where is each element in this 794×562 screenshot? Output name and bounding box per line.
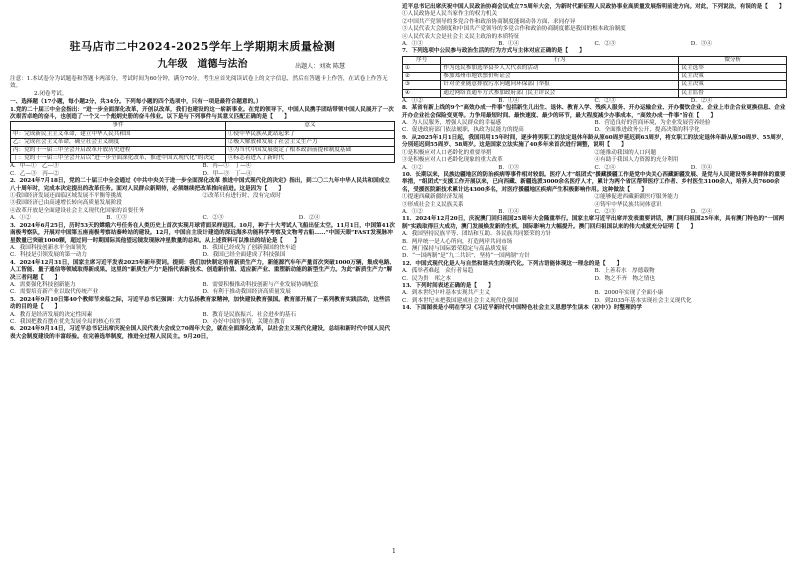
question-9 (402, 135, 787, 172)
option-a[interactable]: A．我国科技创新水平全面领先 (10, 244, 87, 251)
statement-4: ④改革开放是全面建设社会主义现代化国家的首要任务 (10, 207, 145, 214)
table-cell: 民主监督 (679, 89, 787, 97)
table-row (11, 130, 395, 138)
q13-stem: 13．下列时间表述正确的是【 】 (402, 283, 494, 290)
question-5 (10, 297, 395, 327)
table-cell: 针对企业随意排放污水问题向环保部门举报 (441, 81, 679, 89)
q12-stem: 12．中国式现代化是人与自然和谐共生的现代化。下列古语能体现这一理念的是【 】 (402, 260, 623, 267)
option-d[interactable]: D．甲—③ 丁—④ (202, 170, 252, 177)
table-head-cell: 序号 (403, 56, 441, 64)
option-a[interactable]: A．①② (10, 215, 31, 222)
option-d[interactable]: D．②④ (298, 215, 321, 222)
option-d[interactable]: D．我国已经全面建成了科技强国 (202, 252, 286, 259)
option-b[interactable]: B．①③ (498, 164, 520, 171)
table-head-row (11, 122, 395, 130)
table-cell: 参加郑州市地铁票价听证会 (441, 73, 679, 81)
subject-title: 九年级 道德与法治 (157, 59, 248, 70)
table-cell: 甲：完成新民主主义革命，建立中华人民共和国 (11, 130, 226, 138)
option-c[interactable]: C．②③ (202, 215, 224, 222)
q7-stem: 7．下列选项中公民参与政治生活的行为方式与主体对应正确的是【 】 (402, 48, 585, 55)
q10-items-2 (402, 202, 787, 209)
statement-4: ④人民代表大会是社会主义民主政治的本质特征 (402, 33, 520, 40)
option-b[interactable]: B．两岸统一是人心所向，打造两岸共同市场 (402, 238, 513, 245)
q6-stem-left: 6．2024年9月14日，习近平总书记出席庆祝全国人民代表大会成立70周年大会，就在全面深化改革，以社会主义现代化建设，总结和新时代中国人民代表大会制度建设的丰富经验。在完善选举制度，推进全过程人民民主。9月20日， (10, 326, 391, 340)
note-2: 2.闭卷考试。 (34, 90, 68, 97)
option-c[interactable]: C．澳门保持与国际繁荣稳定与高品质发展 (402, 245, 507, 252)
note-1: 注意：1.本试卷分为试题卷和答题卡两部分，考试时间为60分钟，满分70分。考生应首先阅读试卷上的文字信息，然后在答题卡上作答，在试卷上作答无效。 (10, 76, 388, 90)
table-row (403, 81, 787, 89)
q9-items-1 (402, 150, 787, 157)
table-row (403, 89, 787, 97)
table-row (11, 155, 395, 163)
q1-options (10, 163, 395, 170)
statement-1: ①我国经济发展还面临区域发展不平衡等挑战 (10, 193, 122, 200)
statement-2: ②改革只有进行时，没有完成时 (202, 193, 281, 200)
option-a[interactable]: A．到本世纪中叶基本实现共产主义 (402, 290, 490, 297)
q10-stem: 10．长期以来，民族边疆地区的防治疾病等事件相对较弱。医疗人才“组团式”援藏援疆工作是党中央关心西藏新疆发展、是党与人民建设等多种群体的重要举措，“组团式”支援工作开展以来，已向西藏、新疆选派3000余名医疗人才，累计为两个省区帮带医疗工作者、乡村医生3100余人，培养人员7600余名，受援医院新技术累计达4300多名，对医疗援疆地区疾病产生积极影响作用。这种做法【 】 (402, 171, 786, 193)
option-b[interactable]: B．①④ (498, 41, 520, 48)
option-c[interactable]: C．②③ (594, 41, 616, 48)
statement-3: ③我国经济已由高速增长转向高质量发展阶段 (10, 200, 122, 207)
q9-stem: 9．从2025年1月1日起，我国用用15年时间，逐步将男职工的法定退休年龄从原60周岁延迟到63周岁，将女职工的法定退休年龄从原50周岁、55周岁，分别延迟到55周岁、58周岁。这是国家立法实施了40多年来首次进行调整，说明【 】 (402, 134, 788, 149)
option-a[interactable]: A．教育是经济发展的决定性因素 (10, 311, 93, 318)
question-8 (402, 105, 787, 135)
option-d[interactable]: D．③④ (690, 164, 713, 171)
option-a[interactable]: A．为人民服务，增强人民群众的幸福感 (402, 120, 502, 127)
q8-options-2 (402, 127, 787, 134)
table-row (403, 73, 787, 81)
option-d[interactable]: D．②④ (690, 97, 713, 104)
author-line: 出题人：刘欢 陈慧 (295, 63, 345, 70)
option-c[interactable]: C．到本世纪末把我国建成社会主义现代化强国 (402, 297, 519, 304)
statement-1: ①是积极应对人口老龄化的重要举措 (402, 149, 492, 156)
q1-table (10, 121, 395, 163)
q11-stem: 11．2024年12月20日，庆祝澳门回归祖国25周年大会隆重举行。国家主席习近平出席并发表重要讲话，澳门回归祖国25年来，具有澳门特色的“一国两制”实践取得巨大成功，澳门发展焕发新的生机，国际影响力大幅提升。澳门回归祖国以来的伟大成就充分证明【 】 (402, 216, 785, 230)
option-a[interactable]: A．需要强化科技创新能力 (10, 281, 76, 288)
exam-title: 驻马店市二中2024-2025学年上学期期末质量检测 (69, 40, 336, 53)
question-2 (10, 178, 395, 222)
table-cell: ①使中华民族从此站起来了 (226, 130, 395, 138)
option-b[interactable]: B．①④ (498, 208, 520, 215)
option-a[interactable]: A．①③ (402, 41, 423, 48)
option-b[interactable]: B．①③ (106, 215, 128, 222)
q10-items-1 (402, 194, 787, 201)
table-cell: 民主决策 (679, 81, 787, 89)
table-cell: 丁：党的十一届三中全会开启以“进一步全面深化改革，推进中国式现代化”的决定 (11, 155, 226, 163)
table-cell: ② (403, 73, 441, 81)
option-a[interactable]: A．①② (402, 164, 423, 171)
option-d[interactable]: D．全面推进政务公开，提高决策的科学化 (594, 127, 700, 134)
statement-3: ③是积极应对人口老龄化现象的重大改革 (402, 157, 503, 164)
option-b[interactable]: B．上善若水 厚德载物 (594, 268, 655, 275)
q1-stem: 1.党的二十届三中全会指出：“进一步全面深化改革，开创以改革，我们也建设的这一崭新事业。在党的领导下，中国人民携手团结带领中国人民展开了一次次艰苦卓绝的奋斗，也创造了一个又一个彪炳史册的奋斗伟业。以下是与下列事件与其意义匹配正确的是【 】 (10, 106, 394, 121)
question-7 (402, 48, 787, 105)
option-c[interactable]: C．②③ (594, 97, 616, 104)
table-cell: ④ (403, 89, 441, 97)
option-d[interactable]: D．物之不齐 物之情也 (594, 275, 655, 282)
option-c[interactable]: C．②④ (594, 164, 616, 171)
q2-stem: 2．2024年7月18日，党的二十届三中全会通过《中共中央关于进一步全面深化改革 推进中国式现代化的决定》指出，到二〇二九年中华人民共和国成立八十周年时，完成本决定提出的改革任务。面对人民群众新期待，必须继续把改革推向前进。这是因为【 】 (10, 178, 390, 192)
option-c[interactable]: C．②③ (594, 208, 616, 215)
q2-options (10, 215, 395, 222)
right-column (402, 4, 787, 313)
question-13 (402, 283, 787, 305)
option-b[interactable]: B．营造良好的营商环境，为企业发展营养经验 (594, 120, 711, 127)
option-c[interactable]: C．需要培育新产业以取代传统产业 (10, 289, 99, 296)
left-column (10, 40, 395, 341)
q6-stem-right: 近平总书记出席庆祝中国人民政治协商会议成立75周年大会，为新时代新征程人民政协事业高质量发展指明前进方向。对此，下列说法，有误的是【 】 (402, 4, 785, 10)
q5-options-1 (10, 312, 395, 319)
table-row (11, 147, 395, 155)
table-cell: 民主选举 (679, 65, 787, 73)
question-11 (402, 216, 787, 260)
statement-1: ①提速西藏新疆经济发展 (402, 194, 464, 201)
notes-block (10, 76, 395, 98)
option-c[interactable]: C．乙—③ 丙—② (10, 170, 60, 177)
q9-options (402, 165, 787, 172)
table-cell: 通过网络直通车方式参加政府部门民主评议会 (441, 89, 679, 97)
q9-items-2 (402, 157, 787, 164)
option-c[interactable]: C．科技是引领发展的第一动力 (10, 252, 87, 259)
option-a[interactable]: A．①② (402, 208, 423, 215)
table-cell: ③为当代中国发展奠定了根本政治前提和制度基础 (226, 147, 395, 155)
statement-4: ④铸牢中华民族共同体意识 (594, 201, 662, 208)
question-12 (402, 261, 787, 283)
option-b[interactable]: B．①④ (498, 97, 520, 104)
question-6 (402, 4, 787, 48)
q5-stem: 5．2024年9月10日第40个教师节来临之际，习近平总书记强调：大力弘扬教育家精神，加快建设教育强国。教育部开展了一系列教育实践活动，这些活动的目的是【 】 (10, 296, 391, 311)
option-d[interactable]: D．有利于推动我国经济高质量发展 (202, 289, 291, 296)
q3-options-2 (10, 252, 395, 259)
option-d[interactable]: D．“一国两制”是“九二共识”，坚持“一国两制”方针 (402, 253, 530, 260)
statement-2: ②能推动我国的人口问题 (594, 149, 657, 156)
option-d[interactable]: D．办好中国的事情，关键在教育 (202, 318, 286, 325)
table-cell: 丙：党的十一届三中全会开启改革开放历史进程 (11, 147, 226, 155)
table-cell: ②极大解放和发展了社会主义生产力 (226, 138, 395, 146)
option-c[interactable]: C．促进政府部门依法履职，执政为民能力的提高 (402, 127, 524, 134)
table-cell: 乙：完成社会主义革命，确立社会主义制度 (11, 138, 226, 146)
option-b[interactable]: B．需要积极推动科技创新与产业发展协调配套 (202, 281, 319, 288)
option-c[interactable]: C．民为贵 邦之本 (402, 275, 452, 282)
option-c[interactable]: C．我国把教育摆在优先发展全局的核心位置 (10, 318, 121, 325)
option-b[interactable]: B．我国已经成为了创新强国的快车道 (202, 244, 297, 251)
question-3 (10, 223, 395, 260)
q12-options-1 (402, 268, 787, 275)
table-row (11, 138, 395, 146)
q14-stem: 14．下面图表是小明在学习《习近平新时代中国特色社会主义思想学生读本（初中）》时整理的学 (402, 305, 642, 312)
option-d[interactable]: D．②④ (690, 208, 713, 215)
statement-2: ②中国共产党领导的多党合作和政治协商制度能调动各方面、求同存异 (402, 18, 576, 25)
table-cell: 作为选民参加选举县乡人大代表的活动 (441, 65, 679, 73)
statement-3: ③人民代表大会制度和中国共产党领导的多党合作和政治协商制度都是我国的根本政治制度 (402, 26, 626, 33)
q7-table (402, 56, 787, 98)
statement-3: ③形成社会主义民族关系 (402, 201, 464, 208)
table-head-cell: 微分析 (679, 56, 787, 64)
option-b[interactable]: B．丙—① 丁—④ (202, 163, 252, 170)
option-a[interactable]: A．我国坚持民族平等、团结和互助、各民族共同繁荣的方针 (402, 231, 552, 238)
table-head-cell: 行为 (441, 56, 679, 64)
q4-options-2 (10, 289, 395, 296)
table-head-cell: 意义 (226, 122, 395, 130)
table-head-cell: 事件 (11, 122, 226, 130)
question-4 (10, 260, 395, 297)
table-row (403, 65, 787, 73)
q8-stem: 8．某省有新上线的9个“高效办成一件事”包括新生儿出生、退休、教育入学、残疾人服务、开办运输企业、开办餐饮企业、企业上市企合业更换信息、企业开办企业社会保险变更等。力争用最短时间、最快速度、最少的环节，最大程度减少办事成本，“高效办成一件事”旨在【 】 (402, 105, 786, 119)
q3-stem: 3．2024年6月25日，历时53天的嫦娥六号任务在人类历史上首次实现月球背面采样返回。10月，种子十大考试人飞船出征太空。11月1日，中国第41次南极考察队，开展对中国第五座南极考察站秦岭站的建设。12月，中国自主设计建造的深远海多功能科学考察及文物考古船……“中国天眼”FAST发现脉冲星数量已突破1000颗，超过同一时期国际其他望远镜发现脉冲星数量的总和。从上述资料可以推出的结论是【 】 (10, 222, 396, 244)
option-a[interactable]: A．甲—① 乙—③ (10, 163, 59, 170)
q12-options-2 (402, 276, 787, 283)
table-cell: 民主决策 (679, 73, 787, 81)
q13-options-1 (402, 290, 787, 297)
table-cell: ③ (403, 81, 441, 89)
option-b[interactable]: B．教育是民族振兴、社会进步的基石 (202, 311, 297, 318)
statement-2: ②能够促进西藏新疆医疗服务能力 (594, 194, 679, 201)
q4-stem: 4．2024年12月31日，国家主席习近平发表2025年新年贺词。提到：我们加快制定培育新质生产力，新能源汽车年产量首次突破1000万辆，集成电路、人工智能、量子通信等领域取得新成果。这里的“新质生产力”是指代表新技术、创造新价值、适应新产业、重塑新动能的新型生产力。为此“新质生产力”解决三者问题【 】 (10, 259, 396, 281)
table-head-row (403, 56, 787, 64)
option-b[interactable]: B．2000年实现了全面小康 (594, 290, 664, 297)
table-cell: ① (403, 65, 441, 73)
section-1-title: 一、选择题（17小题，每小题2分，共34分。下列每小题的四个选项中，只有一项是最符合题意的。） (10, 99, 262, 106)
page-number: 1 (392, 548, 396, 555)
option-a[interactable]: A．孤举者难起 众行者易趋 (402, 268, 474, 275)
option-d[interactable]: D．③④ (690, 41, 713, 48)
option-a[interactable]: A．①② (402, 97, 423, 104)
table-cell: ④标志着进入了新时代 (226, 155, 395, 163)
question-10 (402, 172, 787, 216)
statement-1: ①人民政协是人民当家作主的权力机关 (402, 11, 498, 18)
exam-subtitle (10, 58, 395, 72)
question-1 (10, 107, 395, 179)
option-d[interactable]: D．到2035年基本实现社会主义现代化 (594, 297, 692, 304)
statement-4: ④有助于我国人力资源的充分利用 (594, 157, 679, 164)
